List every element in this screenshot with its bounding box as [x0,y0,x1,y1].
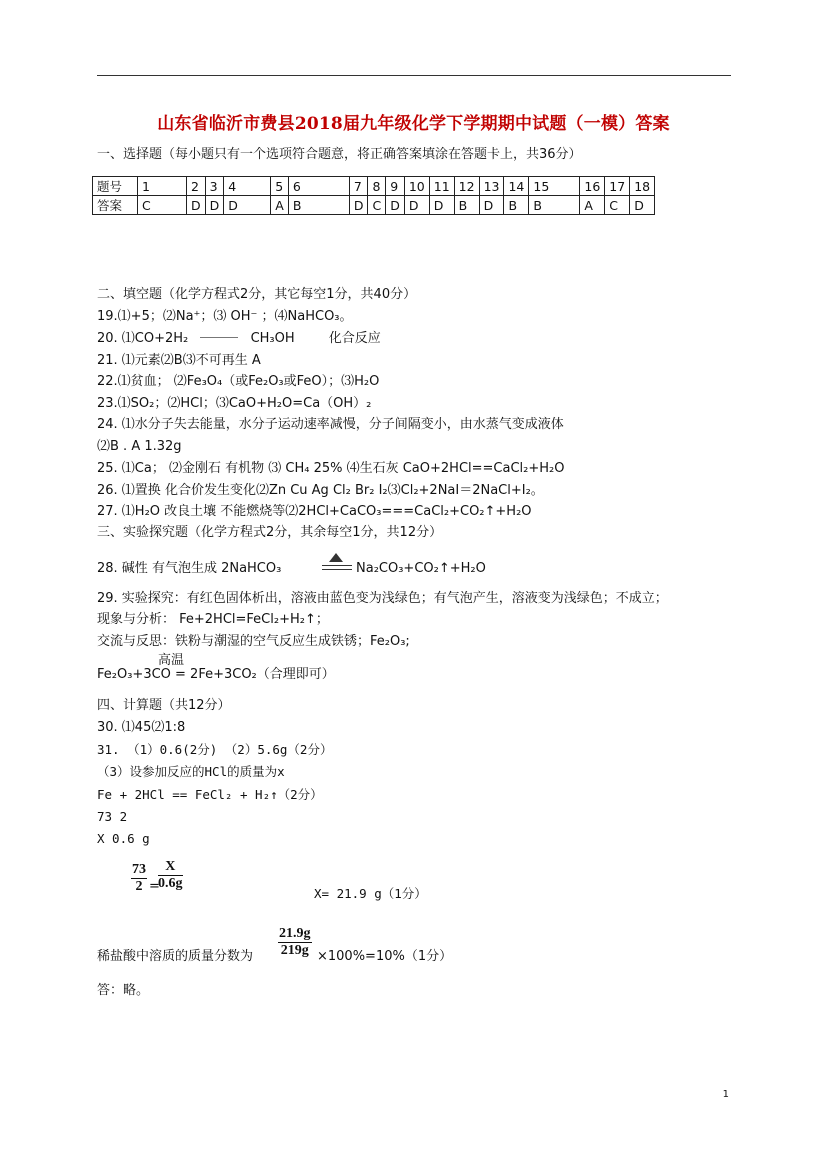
answer-20-reactants: 20. ⑴CO+2H₂ [97,331,189,346]
answer-31-equation: Fe + 2HCl == FeCl₂ + H₂↑（2分） [97,787,323,802]
table-cell: B [529,196,580,215]
table-cell: 5 [271,177,289,196]
answer-27: 27. ⑴H₂O 改良土壤 不能燃烧等⑵2HCl+CaCO₃===CaCl₂+CO₂↑+H₂O [97,504,532,519]
table-cell: D [429,196,454,215]
answer-23: 23.⑴SO₂；⑵HCl；⑶CaO+H₂O=Ca（OH）₂ [97,396,372,411]
fraction-73-over-2 [131,862,147,895]
table-cell: B [288,196,349,215]
table-cell: D [205,196,224,215]
answer-29d: Fe₂O₃+3CO = 2Fe+3CO₂（合理即可） [97,667,335,682]
fraction-denominator: 219g [280,943,309,958]
fraction-21.9g-over-219g [278,926,312,959]
answer-29c: 交流与反思：铁粉与潮湿的空气反应生成铁锈；Fe₂O₃; [97,634,410,649]
answer-28-right: Na₂CO₃+CO₂↑+H₂O [356,561,486,576]
answer-21: 21. ⑴元素⑵B⑶不可再生 A [97,353,261,368]
page-title: 山东省临沂市费县2018届九年级化学下学期期中试题（一模）答案 [157,114,670,134]
table-cell: B [504,196,529,215]
fraction-x-over-06g [158,859,183,892]
header-rule [97,75,731,76]
answer-20 [97,330,381,348]
table-header-cell: 题号 [93,177,138,196]
answer-24b: ⑵B . A 1.32g [97,439,182,454]
answer-31-unknowns: X 0.6 g [97,831,150,846]
heat-symbol [329,553,343,562]
table-row-answers [93,196,655,215]
table-cell: 2 [187,177,206,196]
table-header-cell: 答案 [93,196,138,215]
final-answer: 答：略。 [97,983,150,998]
answer-31b: （3）设参加反应的HCl的质量为x [97,764,285,779]
answer-19: 19.⑴+5；⑵Na⁺；⑶ OH⁻ ；⑷NaHCO₃。 [97,309,353,324]
table-cell: 17 [605,177,630,196]
table-cell: D [224,196,271,215]
fraction-numerator: X [158,859,183,876]
table-cell: C [605,196,630,215]
table-cell: C [368,196,386,215]
equal-sign: = [149,879,160,894]
table-cell: D [386,196,405,215]
table-cell: 11 [429,177,454,196]
answer-28-left: 28. 碱性 有气泡生成 2NaHCO₃ [97,561,282,576]
answer-24a: 24. ⑴水分子失去能量，水分子运动速率减慢，分子间隔变小，由水蒸气变成液体 [97,417,564,432]
reaction-arrow [200,337,238,338]
answer-29a: 29. 实验探究：有红色固体析出，溶液由蓝色变为浅绿色；有气泡产生，溶液变为浅绿色；不成立； [97,591,668,606]
answer-31-masses: 73 2 [97,809,128,824]
table-cell: 12 [454,177,479,196]
reaction-condition: 高温 [158,653,185,668]
answer-29b: 现象与分析： Fe+2HCl=FeCl₂+H₂↑； [97,612,329,627]
x-result: X= 21.9 g（1分） [314,886,427,901]
table-cell: 10 [404,177,429,196]
table-cell: D [187,196,206,215]
section-heading-choice: 一、选择题（每小题只有一个选项符合题意，将正确答案填涂在答题卡上，共36分） [97,147,582,162]
section-heading-experiment: 三、实验探究题（化学方程式2分，其余每空1分，共12分） [97,525,443,540]
table-cell: 8 [368,177,386,196]
table-cell: A [580,196,605,215]
fraction-denominator: 0.6g [158,876,183,891]
concentration-result: ×100%=10%（1分） [317,949,453,964]
table-cell: 1 [138,177,187,196]
table-cell: 18 [630,177,655,196]
answer-31a: 31. （1）0.6(2分) （2）5.6g（2分） [97,742,333,757]
table-cell: 13 [479,177,504,196]
answer-25: 25. ⑴Ca； ⑵金刚石 有机物 ⑶ CH₄ 25% ⑷生石灰 CaO+2HCl==CaCl₂+H₂O [97,461,565,476]
answer-20-type: 化合反应 [328,331,381,346]
table-cell: 7 [349,177,368,196]
table-cell: A [271,196,289,215]
concentration-label: 稀盐酸中溶质的质量分数为 [97,949,254,964]
table-cell: D [479,196,504,215]
table-cell: D [630,196,655,215]
table-cell: 3 [205,177,224,196]
answer-30: 30. ⑴45⑵1:8 [97,720,186,735]
answer-20-product: CH₃OH [250,331,295,346]
section-heading-calc: 四、计算题（共12分） [97,698,231,713]
table-cell: D [349,196,368,215]
table-cell: D [404,196,429,215]
table-cell: 15 [529,177,580,196]
answer-26: 26. ⑴置换 化合价发生变化⑵Zn Cu Ag Cl₂ Br₂ I₂⑶Cl₂+2NaI＝2NaCl+I₂。 [97,483,544,498]
fraction-numerator: 21.9g [279,926,311,941]
table-cell: B [454,196,479,215]
table-cell: 9 [386,177,405,196]
answer-table [92,176,655,215]
table-cell: 4 [224,177,271,196]
equal-bar-top [322,565,352,566]
table-cell: 6 [288,177,349,196]
table-cell: 16 [580,177,605,196]
answer-22: 22.⑴贫血； ⑵Fe₃O₄（或Fe₂O₃或FeO）；⑶H₂O [97,374,380,389]
section-heading-fill: 二、填空题（化学方程式2分，其它每空1分，共40分） [97,287,417,302]
page-number: 1 [722,1089,729,1100]
fraction-numerator: 73 [132,862,146,877]
fraction-denominator: 2 [135,879,143,894]
equal-bar-bottom [322,569,352,570]
table-cell: 14 [504,177,529,196]
table-cell: C [138,196,187,215]
table-row-questions [93,177,655,196]
